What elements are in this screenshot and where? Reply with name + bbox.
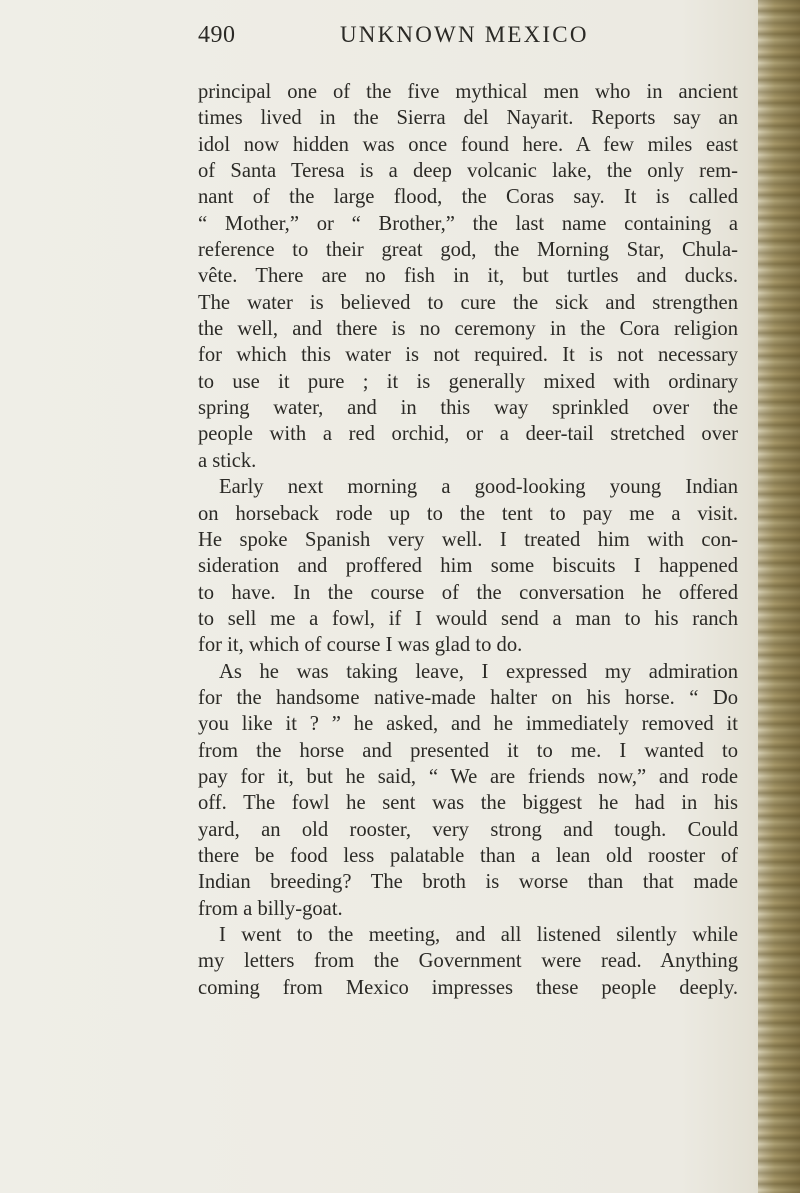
text-line: “ Mother,” or “ Brother,” the last name containing a bbox=[198, 212, 738, 235]
text-line: sideration and proffered him some biscuits I happened bbox=[198, 555, 738, 578]
text-line: from the horse and presented it to me. I wanted to bbox=[198, 739, 738, 762]
text-line: pay for it, but he said, “ We are friends now,” and rode bbox=[198, 765, 738, 788]
text-line: people with a red orchid, or a deer-tail stretched over bbox=[198, 423, 738, 446]
text-line: from a billy-goat. bbox=[198, 897, 343, 920]
text-line: nant of the large flood, the Coras say. It is called bbox=[198, 186, 738, 209]
text-line: The water is believed to cure the sick and strengthen bbox=[198, 291, 738, 314]
page-header bbox=[198, 22, 718, 62]
text-line: Early next morning a good-looking young Indian bbox=[219, 476, 738, 499]
text-line: of Santa Teresa is a deep volcanic lake, the only rem- bbox=[198, 160, 738, 183]
text-line: spring water, and in this way sprinkled over the bbox=[198, 397, 738, 420]
text-line: you like it ? ” he asked, and he immediately removed it bbox=[198, 713, 738, 736]
text-line: times lived in the Sierra del Nayarit. Reports say an bbox=[198, 107, 738, 130]
text-line: there be food less palatable than a lean old rooster of bbox=[198, 844, 738, 867]
text-line: on horseback rode up to the tent to pay me a visit. bbox=[198, 502, 738, 525]
text-line: to sell me a fowl, if I would send a man to his ranch bbox=[198, 607, 738, 630]
text-line: coming from Mexico impresses these people deeply. bbox=[198, 976, 738, 999]
text-line: Indian breeding? The broth is worse than that made bbox=[198, 871, 738, 894]
text-line: vête. There are no fish in it, but turtles and ducks. bbox=[198, 265, 738, 288]
text-line: As he was taking leave, I expressed my admiration bbox=[219, 660, 738, 683]
page-number: 490 bbox=[198, 22, 236, 48]
text-line: for the handsome native-made halter on his horse. “ Do bbox=[198, 686, 738, 709]
text-line: yard, an old rooster, very strong and tough. Could bbox=[198, 818, 738, 841]
text-line: idol now hidden was once found here. A few miles east bbox=[198, 133, 738, 156]
text-line: for which this water is not required. It is not necessary bbox=[198, 344, 738, 367]
text-line: the well, and there is no ceremony in the Cora religion bbox=[198, 318, 738, 341]
text-line: I went to the meeting, and all listened silently while bbox=[219, 924, 738, 946]
text-line: He spoke Spanish very well. I treated him with con- bbox=[198, 528, 738, 551]
text-line: my letters from the Government were read. Anything bbox=[198, 950, 738, 973]
text-line: to have. In the course of the conversation he offered bbox=[198, 581, 738, 604]
text-line: a stick. bbox=[198, 449, 257, 472]
text-line: off. The fowl he sent was the biggest he had in his bbox=[198, 792, 738, 815]
body-text bbox=[198, 79, 738, 1001]
text-line: reference to their great god, the Morning Star, Chula- bbox=[198, 239, 738, 262]
text-line: for it, which of course I was glad to do. bbox=[198, 634, 523, 657]
text-line: principal one of the five mythical men who in ancient bbox=[198, 81, 738, 103]
page-edge-shadow bbox=[758, 0, 800, 1193]
running-title: UNKNOWN MEXICO bbox=[340, 22, 589, 47]
text-line: to use it pure ; it is generally mixed with ordinary bbox=[198, 370, 738, 393]
